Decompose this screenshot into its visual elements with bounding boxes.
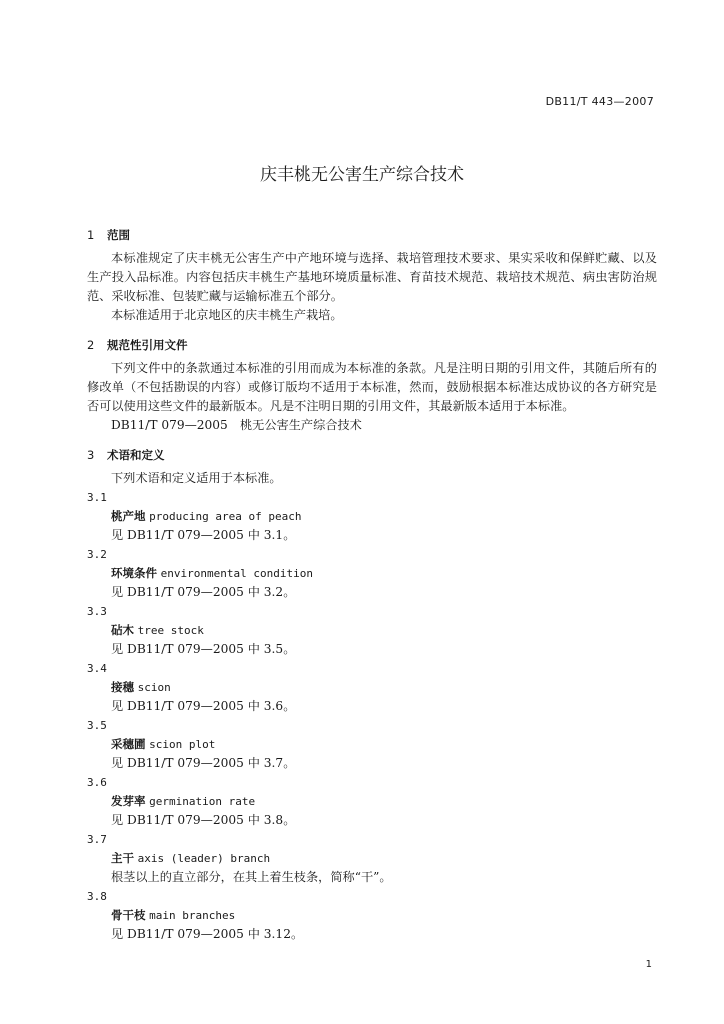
term-definition: 见 DB11/T 079—2005 中 3.5。: [111, 642, 296, 656]
term-name-cn: 发芽率: [111, 794, 146, 808]
term-entry: [87, 830, 657, 887]
term-definition: 见 DB11/T 079—2005 中 3.7。: [111, 756, 296, 770]
term-number: 3.3: [87, 605, 107, 618]
reference-document: DB11/T 079—2005 桃无公害生产综合技术: [111, 418, 362, 432]
term-definition: 见 DB11/T 079—2005 中 3.1。: [111, 528, 296, 542]
section-title: 规范性引用文件: [107, 338, 188, 352]
term-name-cn: 环境条件: [111, 566, 157, 580]
section-heading-terms: [87, 446, 657, 465]
term-name-en: scion: [137, 681, 171, 694]
term-entry: [87, 545, 657, 602]
term-name-cn: 接穗: [111, 680, 134, 694]
document-title: 庆丰桃无公害生产综合技术: [260, 165, 464, 185]
section-title: 术语和定义: [107, 448, 165, 462]
term-name: [111, 564, 657, 583]
section-heading-normative-references: [87, 336, 657, 355]
section-number: 3: [87, 448, 95, 462]
section-number: 2: [87, 338, 95, 352]
term-definition: 根茎以上的直立部分，在其上着生枝条，简称“干”。: [111, 870, 392, 884]
term-name-en: scion plot: [149, 738, 216, 751]
term-name: [111, 792, 657, 811]
section-heading-scope: [87, 226, 657, 245]
term-entry: [87, 602, 657, 659]
term-entry: [87, 773, 657, 830]
term-name: [111, 678, 657, 697]
term-number: 3.8: [87, 890, 107, 903]
term-name-cn: 主干: [111, 851, 134, 865]
term-name: [111, 906, 657, 925]
term-number: 3.7: [87, 833, 107, 846]
term-number: 3.6: [87, 776, 107, 789]
term-name-cn: 采穗圃: [111, 737, 146, 751]
term-name-cn: 桃产地: [111, 509, 146, 523]
term-name-en: axis (leader) branch: [137, 852, 271, 865]
term-name: [111, 849, 657, 868]
term-name-cn: 砧木: [111, 623, 134, 637]
term-definition: 见 DB11/T 079—2005 中 3.6。: [111, 699, 296, 713]
term-number: 3.1: [87, 491, 107, 504]
paragraph: 本标准规定了庆丰桃无公害生产中产地环境与选择、栽培管理技术要求、果实采收和保鲜贮藏、以及生产投入品标准。内容包括庆丰桃生产基地环境质量标准、育苗技术规范、栽培技术规范、病虫害防治规范、采收标准、包装贮藏与运输标准五个部分。: [87, 251, 657, 303]
term-entry: [87, 488, 657, 545]
term-name: [111, 507, 657, 526]
term-name-en: tree stock: [137, 624, 204, 637]
page-number: 1: [645, 959, 652, 970]
term-entry: [87, 659, 657, 716]
term-number: 3.2: [87, 548, 107, 561]
term-name-cn: 骨干枝: [111, 908, 146, 922]
term-definition: 见 DB11/T 079—2005 中 3.8。: [111, 813, 296, 827]
section-number: 1: [87, 228, 95, 242]
term-number: 3.5: [87, 719, 107, 732]
term-name-en: germination rate: [149, 795, 256, 808]
paragraph: 下列术语和定义适用于本标准。: [111, 471, 282, 485]
section-title: 范围: [107, 228, 130, 242]
paragraph: 下列文件中的条款通过本标准的引用而成为本标准的条款。凡是注明日期的引用文件，其随后所有的修改单（不包括勘误的内容）或修订版均不适用于本标准，然而，鼓励根据本标准达成协议的各方研究是否可以使用这些文件的最新版本。凡是不注明日期的引用文件，其最新版本适用于本标准。: [87, 361, 657, 413]
term-entry: [87, 716, 657, 773]
term-name: [111, 621, 657, 640]
term-number: 3.4: [87, 662, 107, 675]
term-list: [87, 488, 657, 944]
paragraph: 本标准适用于北京地区的庆丰桃生产栽培。: [111, 308, 343, 322]
term-definition: 见 DB11/T 079—2005 中 3.12。: [111, 927, 304, 941]
term-definition: 见 DB11/T 079—2005 中 3.2。: [111, 585, 296, 599]
term-name-en: producing area of peach: [149, 510, 302, 523]
standard-number: DB11/T 443—2007: [545, 95, 654, 108]
term-entry: [87, 887, 657, 944]
document-body: [87, 222, 657, 944]
term-name-en: environmental condition: [160, 567, 313, 580]
term-name-en: main branches: [149, 909, 236, 922]
term-name: [111, 735, 657, 754]
